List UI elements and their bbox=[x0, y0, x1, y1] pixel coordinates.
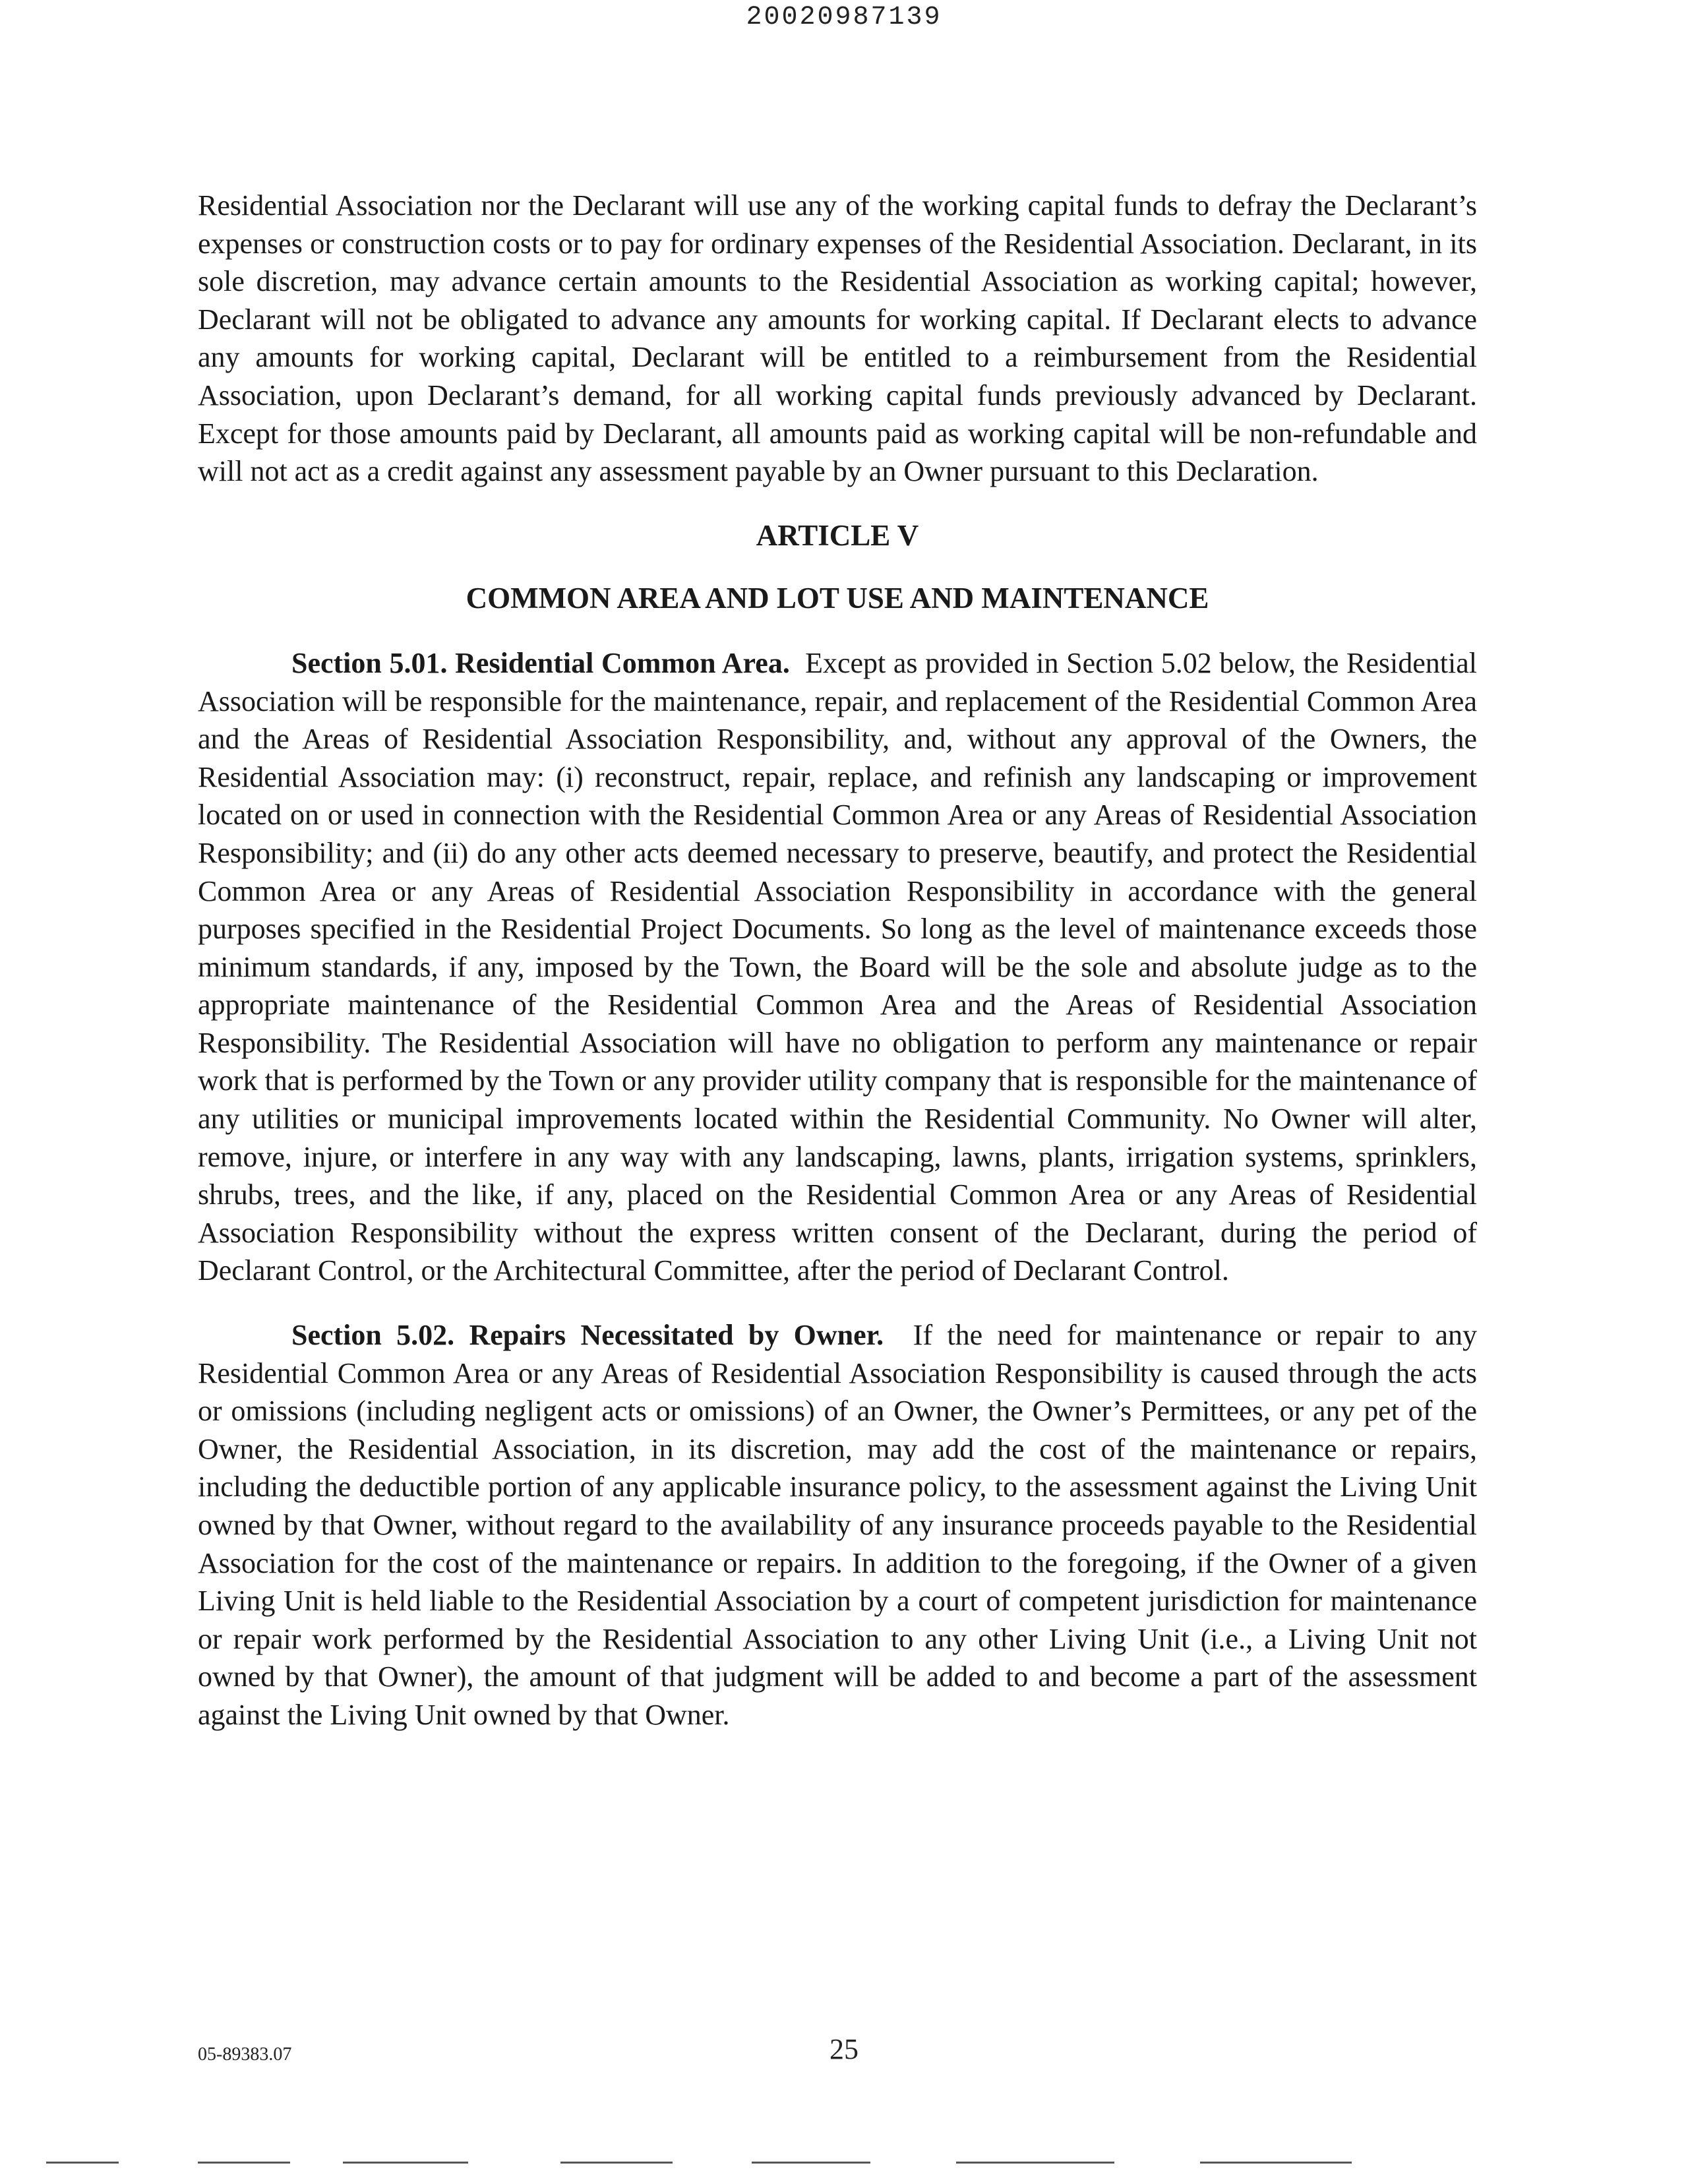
scan-edge-marks bbox=[0, 2156, 1688, 2169]
section-5-02-heading: Section 5.02. Repairs Necessitated by Owner bbox=[291, 1319, 877, 1352]
footer-doc-code: 05-89383.07 bbox=[198, 2044, 292, 2065]
scan-mark bbox=[198, 2162, 290, 2164]
scan-mark bbox=[956, 2162, 1114, 2164]
intro-paragraph: Residential Association nor the Declarant will use any of the working capital funds to defray the Declarant’s expenses or construction costs or to pay for ordinary expenses of the Residential Association. Declarant, in its sole discretion, may advance certain amounts to the Residential Association as working capital; however, Declarant will not be obligated to advance any amounts for working capital. If Declarant elects to advance any amounts for working capital, Declarant will be entitled to a reimbursement from the Residential Association, upon Declarant’s demand, for all working capital funds previously advanced by Declarant. Except for those amounts paid by Declarant, all amounts paid as working capital will be non-refundable and will not act as a credit against any assessment payable by an Owner pursuant to this Declaration. bbox=[198, 189, 1477, 488]
scan-mark bbox=[1200, 2162, 1352, 2164]
section-5-01-period: . bbox=[782, 646, 790, 679]
article-title: ARTICLE V bbox=[756, 518, 919, 552]
document-number: 20020987139 bbox=[746, 3, 942, 32]
page-body bbox=[198, 187, 1477, 1734]
scan-mark bbox=[752, 2162, 870, 2164]
section-5-02-period: . bbox=[876, 1319, 884, 1352]
article-subtitle: COMMON AREA AND LOT USE AND MAINTENANCE bbox=[466, 582, 1209, 615]
scan-mark bbox=[46, 2162, 119, 2164]
section-5-01 bbox=[198, 644, 1477, 1290]
section-5-01-heading: Section 5.01. Residential Common Area bbox=[291, 646, 783, 679]
section-5-02-text: If the need for maintenance or repair to any Residential Common Area or any Areas of Residential Association Responsibility is caused through the acts or omissions (including negligent acts or omissions) of an Owner, the Owner’s Permittees, or any pet of the Owner, the Residential Association, in its discretion, may add the cost of the maintenance or repairs, including the deductible portion of any applicable insurance policy, to the assessment against the Living Unit owned by that Owner, without regard to the availability of any insurance proceeds payable to the Residential Association for the cost of the maintenance or repairs. In addition to the foregoing, if the Owner of a given Living Unit is held liable to the Residential Association by a court of competent jurisdiction for maintenance or repair work performed by the Residential Association to any other Living Unit (i.e., a Living Unit not owned by that Owner), the amount of that judgment will be added to and become a part of the assessment against the Living Unit owned by that Owner. bbox=[198, 1319, 1477, 1731]
footer-page-number: 25 bbox=[829, 2033, 859, 2065]
section-5-01-text: Except as provided in Section 5.02 below, the Residential Association will be responsible for the maintenance, repair, and replacement of the Residential Common Area and the Areas of Residential Association Responsibility, and, without any approval of the Owners, the Residential Association may: (i) reconstruct, repair, replace, and refinish any landscaping or improvement located on or used in connection with the Residential Common Area or any Areas of Residential Association Responsibility; and (ii) do any other acts deemed necessary to preserve, beautify, and protect the Residential Common Area or any Areas of Residential Association Responsibility in accordance with the general purposes specified in the Residential Project Documents. So long as the level of maintenance exceeds those minimum standards, if any, imposed by the Town, the Board will be the sole and absolute judge as to the appropriate maintenance of the Residential Common Area and the Areas of Residential Association Responsibility. The Residential Association will have no obligation to perform any maintenance or repair work that is performed by the Town or any provider utility company that is responsible for the maintenance of any utilities or municipal improvements located within the Residential Community. No Owner will alter, remove, injure, or interfere in any way with any landscaping, lawns, plants, irrigation systems, sprinklers, shrubs, trees, and the like, if any, placed on the Residential Common Area or any Areas of Residential Association Responsibility without the express written consent of the Declarant, during the period of Declarant Control, or the Architectural Committee, after the period of Declarant Control. bbox=[198, 646, 1478, 1287]
scan-mark bbox=[343, 2162, 468, 2164]
scan-mark bbox=[560, 2162, 673, 2164]
section-5-02 bbox=[198, 1316, 1477, 1734]
